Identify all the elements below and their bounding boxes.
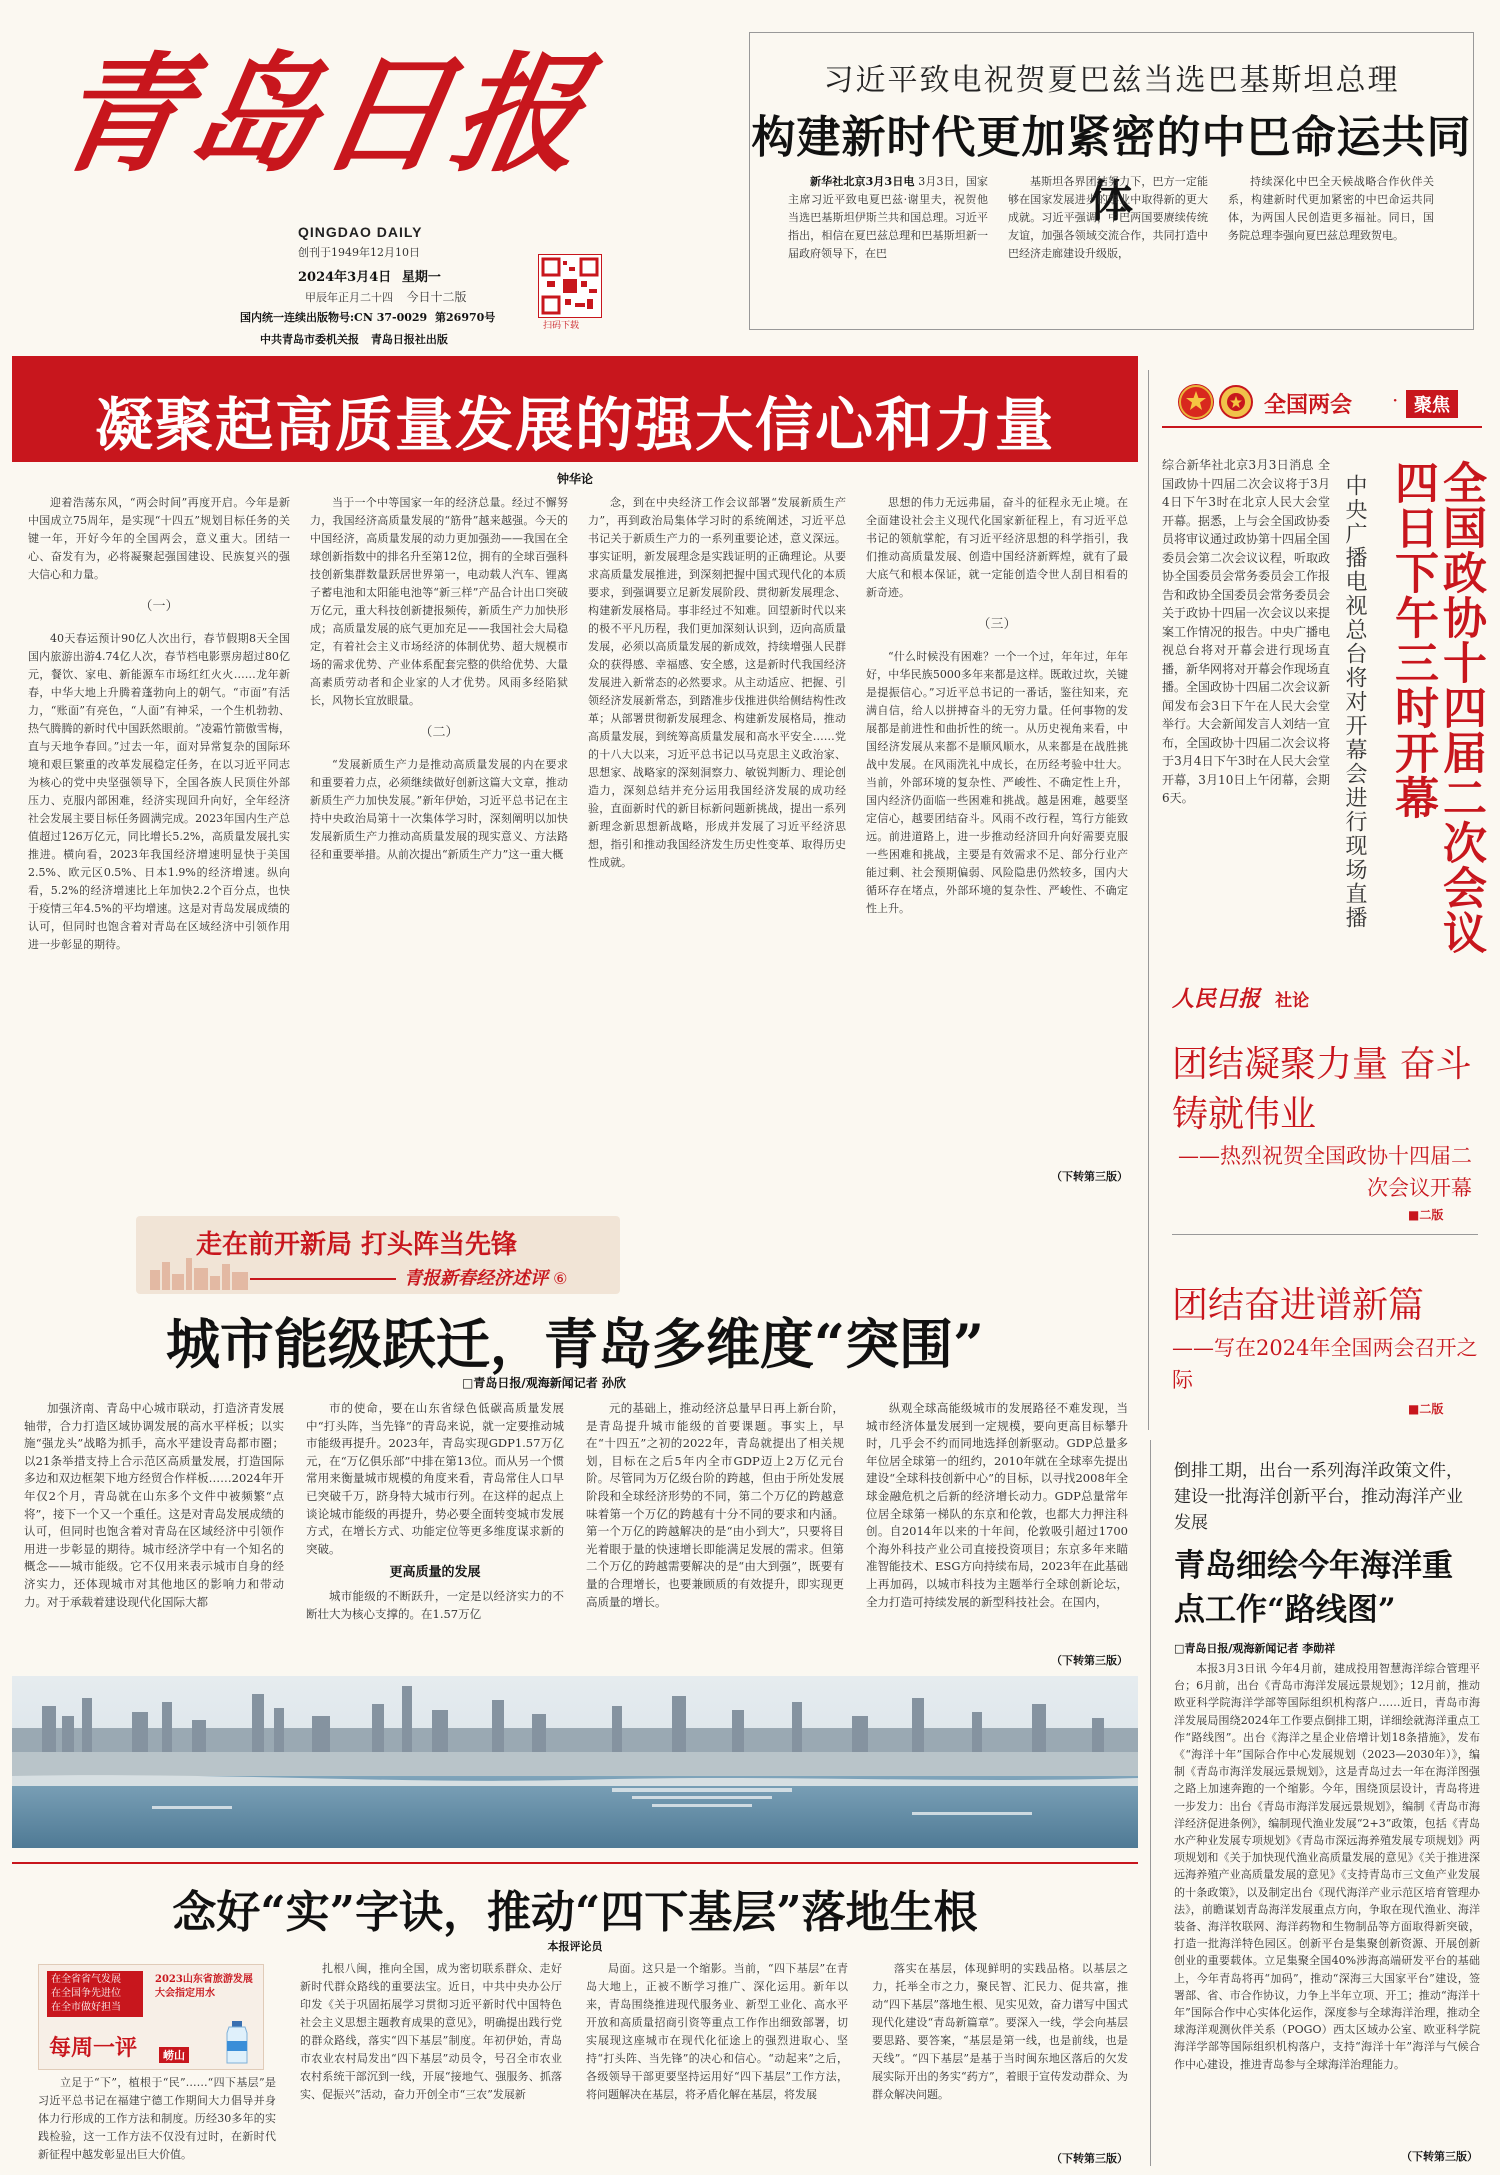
editorial-byline: 钟华论 (556, 472, 593, 486)
peoples-daily-header (1172, 982, 1472, 1012)
ocean-body (1174, 1660, 1480, 2148)
lianghui-body-text: 综合新华社北京3月3日消息 全国政协十四届二次会议将于3月4日下午3时在北京人民大会堂开幕。据悉，上与会全国政协委员将审议通过政协第十四届全国委员会第二次会议议程，听取政协全国委员会常务委员会工作报告和政协全国委员会常务委员会关于政协十四届一次会议以来提案工作情况的报告。中央广播电视总台将对开幕会进行现场直播，新华网将对开幕会作现场直播。全国政协十四届二次会议新闻发布会3日下午在人民大会堂举行。大会新闻发言人刘结一宣布，全国政协十四届二次会议将于3月4日下午3时在人民大会堂开幕，3月10日上午闭幕，会期6天。 (1162, 458, 1330, 805)
editorial-col2 (310, 494, 568, 1184)
editorial-label: 社论 (1275, 991, 1310, 1011)
focus-tag: · (1392, 388, 1399, 412)
commentary-col4 (872, 1960, 1128, 2150)
lunar-date: 甲辰年正月二十四 (305, 291, 393, 304)
ocean-body-text: 本报3月3日讯 今年4月前，建成投用智慧海洋综合管理平台；6月前，出台《青岛市海洋发展远景规划》；12月前，推动欧亚科学院海洋学部等国际组织机构落户……近日，青岛市海洋发展局围绕2024年工作要点倒排工期，详细绘就海洋重点工作“路线图”。出台《海洋之星企业倍增计划18条措施》，发布《“海洋十年”国际合作中心发展规划（2023—2030年）》，编制《青岛市海洋发展远景规划》，这是青岛过去一年在海洋图强之路上加速奔跑的一个缩影。今年，围绕顶层设计，青岛将进一步发力：出台《青岛市海洋发展远景规划》，编制《青岛市海洋经济促进条例》，编制现代渔业发展“2+3”政策，包括《青岛水产种业发展专项规划》《青岛市深远海养殖发展专项规划》两项规划和《关于加快现代渔业高质量发展的意见》《关于推进深远海养殖产业高质量发展的意见》《支持青岛市三文鱼产业发展的十条政策》，以及制定出台《现代海洋产业示范区培育管理办法》，前瞻谋划青岛海洋发展重点方向，争取在现代渔业、海洋装备、海洋牧联网、海洋药物和生物制品等方面取得新突破，打造一批海洋特色园区。创新平台是集聚创新资源、开展创新创业的重要载体。立足集聚全国40%涉海高端研发平台的基础上，今年青岛将再“加码”，推动“深海三大国家平台”建设，签署部、省、市合作协议，力争上半年立项、开工；推动“海洋十年”国际合作中心实体化运作，深度参与全球海洋治理，推动全球海洋观测伙伴关系（POGO）西太区域办公室、欧亚科学院海洋学部等国际组织机构落户，支持“海洋十年”海洋与气候合作中心建设，推进青岛参与全球海洋治理能力。 (1174, 1662, 1480, 2071)
dateline: 新华社北京3月3日电 (810, 175, 915, 188)
badge-line-3: 在全市做好担当 (51, 2002, 121, 2013)
series-name: 青报新春经济述评 (404, 1268, 548, 1289)
ad-brand: 崂山 (159, 2047, 189, 2063)
commentary-byline: 本报评论员 (547, 1940, 603, 1953)
lianghui-subhead: 中央广播电视总台将对开幕会进行现场直播 (1342, 474, 1367, 930)
lianghui-headline: 全国政协十四届二次会议四日下午三时开幕 (1387, 460, 1486, 955)
feature-subhead: 更高质量的发展 (389, 1565, 481, 1581)
feature-col2-text: 市的使命，要在山东省绿色低碳高质量发展中“打头阵，当先锋”的青岛来说，就一定要推动城市能级再提升。2023年，青岛实现GDP1.57万亿元，在“万亿俱乐部”中排在第13位。而从另一个惯常用来衡量城市规模的角度来看，青岛常住人口早已突破千万，跻身特大城市行列。在这样的起点上谈论城市能级的再提升，势必要全面转变城市发展方式，在增长方式、功能定位等更多维度谋求新的突破。 (306, 1401, 564, 1556)
series-banner (136, 1216, 620, 1294)
editorial-col3 (588, 494, 846, 1184)
lianghui-focus-tag: 聚焦 (1406, 390, 1458, 418)
lunar-line (305, 288, 467, 305)
editorial-col4b-text: “什么时候没有困难？一个一个过，年年过，年年好，中华民族5000多年来都是这样。既敢过坎，关键是提振信心。”习近平总书记的一番话，鉴往知来，充满自信，给人以拼搏奋斗的无穷力量。任何事物的发展都是前进性和曲折性的统一。从历史视角来看，中国经济发展从来都不是顺风顺水，从来都是在战胜挑战中发展。在风雨洗礼中成长，在历经考验中壮大。当前，外部环境的复杂性、严峻性、不确定性上升，国内经济仍面临一些困难和挑战。越是困难，越要坚定信心，越要团结奋斗。风雨不改行程，笃行方能致远。前进道路上，进一步推动经济回升向好需要克服一些困难和挑战，主要是有效需求不足、部分行业产能过剩、社会预期偏弱、风险隐患仍然较多，国内大循环存在堵点，外部环境的复杂性、严峻性、不确定性上升。 (866, 650, 1128, 915)
cppcc-emblem-icon (1218, 384, 1254, 420)
national-emblem-icon (1178, 384, 1214, 420)
feature-col4 (866, 1400, 1128, 1650)
lianghui-banner (1162, 384, 1482, 428)
commentary-col1-text: 立足于“下”，植根于“民”……“四下基层”是习近平总书记在福建宁德工作期间大力倡导并身体力行形成的工作方法和制度。历经30多年的实践检验，这一工作方法不仅没有过时，在新时代新征程中越发彰显出巨大价值。 (38, 2076, 276, 2161)
publisher-2: 青岛日报社出版 (370, 333, 448, 346)
qr-label: 扫码下载 (543, 321, 580, 331)
commentary-continued[interactable]: （下转第三版） (1051, 2152, 1128, 2165)
feature-col2b-text: 城市能级的不断跃升，一定是以经济实力的不断壮大为核心支撑的。在1.57万亿 (306, 1588, 564, 1621)
weekly-review-badge (38, 1964, 264, 2070)
column-divider-lower (1150, 1440, 1151, 2166)
masthead (40, 14, 760, 354)
badge-title: 每周一评 (49, 2035, 138, 2061)
weekday: 星期一 (401, 270, 441, 285)
english-name: QINGDAO DAILY (298, 224, 423, 240)
publisher: 中共青岛市委机关报 (260, 333, 359, 346)
top-story-col3 (1228, 173, 1434, 315)
top-story-text-1: 3月3日，国家主席习近平致电夏巴兹·谢里夫，祝贺他当选巴基斯坦伊斯兰共和国总理。习近平指出，相信在夏巴兹总理和巴基斯坦新一届政府领导下，在巴 (788, 175, 988, 260)
divider (1172, 1234, 1478, 1235)
pd-item1-ref[interactable]: ■二版 (1408, 1208, 1444, 1222)
lianghui-banner-title: 全国两会 (1264, 392, 1353, 418)
editorial-col3-text: 念，到在中央经济工作会议部署“发展新质生产力”，再到政治局集体学习时的系统阐述，习近平总书记关于新质生产力的一系列重要论述，意义深远。事实证明，新发展理念是实践证明的正确理论。从要求高质量发展推进，到深刻把握中国式现代化的本质要求，到强调要立足新发展阶段、贯彻新发展理念、构建新发展格局。事非经过不知难。回望新时代以来的极不平凡历程，我们更加深刻认识到，迈向高质量发展，必须以高质量发展的新成效，持续增强人民群众的获得感、幸福感、安全感，这是新时代我国经济发展进入新常态的必然要求。从主动适应、把握、引领经济发展新常态，到踏准步伐推进供给侧结构性改革；从部署贯彻新发展理念、构建新发展格局，推动高质量发展，到统筹高质量发展和高水平安全……党的十八大以来，习近平总书记以马克思主义政治家、思想家、战略家的深刻洞察力、敏锐判断力、理论创造力，深刻总结并充分运用我国经济发展的成功经验，直面新时代的新目标新问题新挑战，提出一系列新理念新思想新战略，形成并发展了习近平经济思想，指引和推动我国经济发生历史性变革、取得历史性成就。 (588, 496, 846, 869)
badge-line-1: 在全省省气发展 (51, 1974, 121, 1985)
editorial-col4a-text: 思想的伟力无远弗届，奋斗的征程永无止境。在全面建设社会主义现代化国家新征程上，有习近平总书记的领航掌舵，有习近平经济思想的科学指引，我们推动高质量发展、创造中国经济新辉煌，就有了最大底气和根本保证，就一定能创造令世人刮目相看的新奇迹。 (866, 496, 1128, 599)
top-story-text-2: 基斯坦各界团结努力下，巴方一定能够在国家发展进步的事业中取得新的更大成就。习近平强调，中巴两国要赓续传统友谊，加强各领域交流合作，共同打造中巴经济走廊建设升级版， (1008, 175, 1208, 260)
pd-item1-sub: ——热烈祝贺全国政协十四届二次会议开幕 (1178, 1144, 1472, 1200)
section-marker-1: （一） (139, 599, 179, 614)
commentary-col1 (38, 2074, 276, 2164)
feature-col1 (24, 1400, 284, 1666)
commentary-col4-text: 落实在基层，体现鲜明的实践品格。以基层之力，托举全市之力，聚民智、汇民力、促共富，推动“四下基层”落地生根、见实见效，奋力谱写中国式现代化建设“青岛新篇章”。要深入一线，学会向基层要思路、要答案，“基层是第一线，也是前线，也是天线”。“四下基层”是基于当时闽东地区落后的欠发展实际开出的务实“药方”，着眼于宣传发动群众、为群众解决问题。 (872, 1962, 1128, 2101)
commentary-col2-text: 扎根八闽，推向全国，成为密切联系群众、走好新时代群众路线的重要法宝。近日，中共中央办公厅印发《关于巩固拓展学习贯彻习近平新时代中国特色社会主义思想主题教育成果的意见》，明确提出践行党的群众路线，落实“四下基层”制度。年初伊始，青岛市农业农村局发出“四下基层”动员令，号召全市农业农村系统干部沉到一线，开展“接地气、强服务、抓落实、促振兴”活动，奋力开创全市“三农”发展新 (300, 1962, 562, 2101)
top-story-headline: 构建新时代更加紧密的中巴命运共同体 (751, 112, 1472, 227)
feature-continued[interactable]: （下转第三版） (1051, 1654, 1128, 1667)
date: 2024年3月4日 (298, 270, 392, 285)
feature-byline: □青岛日报/观海新闻记者 孙欣 (462, 1376, 626, 1390)
feature-col2 (306, 1400, 564, 1666)
ocean-byline: □青岛日报/观海新闻记者 李勋祥 (1174, 1642, 1336, 1655)
feature-col1-text: 加强济南、青岛中心城市联动，打造济青发展轴带，合力打造区域协调发展的高水平样板；以实施“强龙头”战略为抓手，高水平建设青岛都市圈；以21条举措支持上合示范区高质量发展，打造国际多边和双边框架下地方经贸合作样板……2024年开年仅2个月，青岛就在山东多个文件中被频繁“点将”，接下一个又一个重任。这是对青岛发展成绩的认可，但同时也饱含着对青岛在区域经济中引领作用进一步彰显的期待。城市经济学中有一个知名的概念——城市能级。它不仅用来表示城市自身的经济实力，还体现城市对其他地区的影响力和带动力。对于承载着建设现代化国际大都 (24, 1401, 284, 1609)
issn-line (240, 309, 495, 325)
editorial-continued[interactable]: （下转第三版） (1051, 1170, 1128, 1183)
section-marker-3: （三） (977, 617, 1017, 632)
peoples-daily-logo: 人民日报 (1172, 986, 1261, 1012)
series-name-line (404, 1264, 567, 1290)
feature-headline: 城市能级跃迁，青岛多维度“突围” (165, 1312, 985, 1376)
skyline-decoration-icon (146, 1256, 396, 1290)
top-story-kicker: 习近平致电祝贺夏巴兹当选巴基斯坦总理 (823, 63, 1400, 98)
column-divider (1148, 370, 1149, 1430)
feature-col3-text: 元的基础上，推动经济总量早日再上新台阶，是青岛提升城市能级的首要课题。事实上，早在“十四五”之初的2022年，青岛就提出了相关规划，目标在之后5年内全市GDP迈上2万亿元台阶。尽管同为万亿级台阶的跨越，但由于所处发展阶段和全球经济形势的不同，第二个万亿的跨越意味着第一个万亿的跨越有十分不同的要求和内涵。第一个万亿的跨越解决的是“由小到大”，只要将目光着眼于量的快速增长即能满足发展的需求。但第二个万亿的跨越需要解决的是“由大到强”，既要有量的合理增长，也要兼顾质的有效提升，即实现更高质量的增长。 (586, 1401, 844, 1609)
ocean-summary: 倒排工期，出台一系列海洋政策文件，建设一批海洋创新平台，推动海洋产业发展 (1174, 1461, 1463, 1533)
qr-code-icon[interactable] (538, 254, 602, 318)
top-story-text-3: 持续深化中巴全天候战略合作伙伴关系，构建新时代更加紧密的中巴命运共同体，为两国人民创造更多福祉。同日，国务院总理李强向夏巴兹总理致贺电。 (1228, 175, 1434, 242)
editorial-col2b-text: “发展新质生产力是推动高质量发展的内在要求和重要着力点，必须继续做好创新这篇大文章，推动新质生产力加快发展。”新年伊始，习近平总书记在主持中央政治局第十一次集体学习时，深刻阐明以加快发展新质生产力推动高质量发展的现实意义、方法路径和重要举措。从前次提出“新质生产力”这一重大概 (310, 758, 568, 861)
lianghui-body (1162, 456, 1330, 934)
commentary-col2 (300, 1960, 562, 2164)
feature-col3 (586, 1400, 844, 1666)
commentary-col3-text: 局面。这只是一个缩影。当前，“四下基层”在青岛大地上，正被不断学习推广、深化运用。新年以来，青岛围绕推进现代服务业、新型工业化、高水平开放和高质量招商引资等重点工作作出细致部署，切实展现这座城市在现代化征途上的强烈进取心、坚持“打头阵、当先锋”的决心和信心。“动起来”之后，各级领导干部更要坚持运用好“四下基层”工作方法，将问题解决在基层，将矛盾化解在基层，将发展 (586, 1962, 848, 2101)
water-bottle-icon (219, 2019, 255, 2065)
editorial-col2-text: 当于一个中等国家一年的经济总量。经过不懈努力，我国经济高质量发展的“筋骨”越来越强。今天的中国经济，高质量发展的动力更加强劲——我国在全球创新指数中的排名升至第12位，拥有的全球百强科技创新集群数量跃居世界第一，电动载人汽车、锂离子蓄电池和太阳能电池等“新三样”产品合计出口突破万亿元，重大科技创新捷报频传，新质生产力加快形成；高质量发展的底气更加充足——我国社会大局稳定，有着社会主义市场经济的体制优势、超大规模市场的需求优势、产业体系配套完整的供给优势、大量高素质劳动者和企业家的人才优势。风雨多经陷狱长，风物长宜放眼量。 (310, 496, 568, 707)
pd-item2-ref[interactable]: ■二版 (1408, 1402, 1444, 1416)
pd-item2-sub: ——写在2024年全国两会召开之际 (1172, 1336, 1478, 1392)
badge-lines (47, 1971, 143, 2017)
city-skyline-photo (12, 1676, 1138, 1848)
issue-date (298, 266, 441, 285)
top-story-col1 (788, 173, 988, 315)
publisher-line (260, 331, 448, 347)
pd-item1-title[interactable]: 团结凝聚力量 奋斗铸就伟业 (1172, 1044, 1472, 1135)
issue-number: 第26970号 (435, 311, 496, 324)
series-kicker: 走在前开新局 打头阵当先锋 (196, 1230, 518, 1260)
founded-date: 创刊于1949年12月10日 (298, 246, 420, 259)
section-marker-2: （二） (419, 725, 459, 740)
ocean-headline: 青岛细绘今年海洋重点工作“路线图” (1174, 1548, 1453, 1628)
editorial-col1-text: 40天春运预计90亿人次出行，春节假期8天全国国内旅游出游4.74亿人次，春节档电影票房超过80亿元，餐饮、家电、新能源车市场红红火火……龙年新春，中华大地上升腾着蓬勃向上的朝气。“市面”有活力，“账面”有亮色，“人面”有神采，一个生机勃勃、热气腾腾的新时代中国跃然眼前。“凌霜竹箭傲雪梅，直与天地争春回。”过去一年，面对异常复杂的国际环境和艰巨繁重的改革发展稳定任务，在以习近平同志为核心的党中央坚强领导下，全国各族人民顶住外部压力、克服内部困难，经济实现回升向好，全年经济社会发展主要目标任务圆满完成。2023年国内生产总值超过126万亿元，同比增长5.2%，高质量发展扎实推进。横向看，2023年我国经济增速明显快于美国2.5%、欧元区0.5%、日本1.9%的经济增速。纵向看，5.2%的经济增速比上年加快2.2个百分点，也快于疫情三年4.5%的平均增速。这是对青岛发展成绩的认可，但同时也饱含着对青岛在区域经济中引领作用进一步彰显的期待。 (28, 632, 290, 951)
commentary-headline: 念好“实”字诀，推动“四下基层”落地生根 (172, 1887, 978, 1938)
pd-item2-title[interactable]: 团结奋进谱新篇 (1172, 1285, 1425, 1326)
ad-text: 2023山东省旅游发展大会指定用水 (155, 1974, 253, 1999)
masthead-logo: 青岛日报 (44, 40, 600, 190)
editorial-col4 (866, 494, 1128, 1170)
badge-line-2: 在全国争先进位 (51, 1988, 121, 1999)
editorial-intro: 迎着浩荡东风，“两会时间”再度开启。今年是新中国成立75周年，是实现“十四五”规划目标任务的关键一年，开好今年的全国两会，意义重大。团结一心、奋发有为，必将凝聚起强国建设、民族复兴的强大信心和力量。 (28, 496, 290, 581)
commentary-col3 (586, 1960, 848, 2164)
ocean-continued[interactable]: （下转第三版） (1401, 2150, 1478, 2163)
feature-col4-text: 纵观全球高能级城市的发展路径不难发现，当城市经济体量发展到一定规模，要向更高目标攀升时，几乎会不约而同地选择创新驱动。GDP总量多年位居全球第一的纽约，2010年就在全球率先提出建设“全球科技创新中心”的目标，以寻找2008年全球金融危机之后新的经济增长动力。GDP总量常年位居全球第一梯队的东京和伦敦，也都大力押注科创。自2014年以来的十年间，伦敦吸引超过1700个海外科技产业公司直接投资项目；东京多年来瞄准智能技术、ESG方向持续布局，2023年在此基础上再加码，以城市科技为主题举行全球创新论坛，全力打造可持续发展的新型科技社会。在国内， (866, 1401, 1128, 1609)
page-count: 今日十二版 (406, 290, 467, 304)
editorial-headline: 凝聚起高质量发展的强大信心和力量 (94, 391, 1055, 459)
series-number: ⑥ (553, 1269, 568, 1288)
editorial-col1 (28, 494, 290, 1184)
editorial-headline-bar (12, 356, 1138, 462)
issn: 国内统一连续出版物号:CN 37-0029 (240, 311, 428, 324)
commentary-rule (12, 1862, 1138, 1864)
top-story-col2 (1008, 173, 1208, 315)
top-story (749, 32, 1474, 330)
